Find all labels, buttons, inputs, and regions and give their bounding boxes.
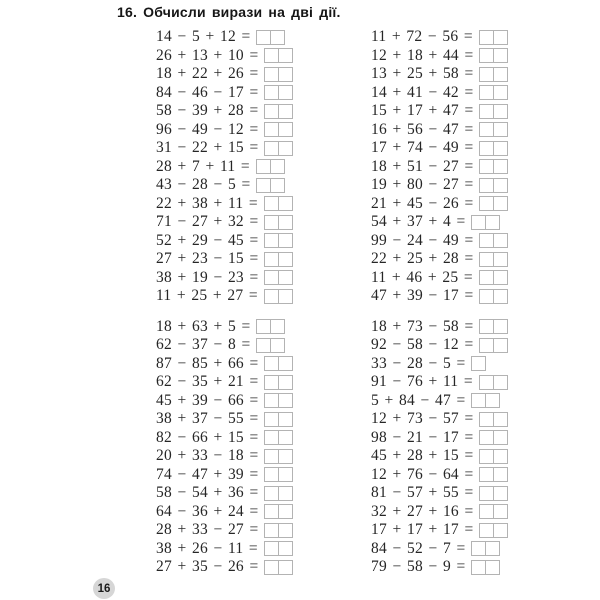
answer-boxes bbox=[471, 541, 500, 556]
expression-text: 11 + 46 + 25 = bbox=[371, 268, 473, 286]
answer-boxes bbox=[479, 48, 508, 63]
answer-box[interactable] bbox=[278, 375, 293, 390]
answer-boxes bbox=[264, 122, 293, 137]
answer-boxes bbox=[264, 430, 293, 445]
expression-row bbox=[371, 392, 508, 411]
expression-text: 18 + 51 − 27 = bbox=[371, 157, 474, 175]
answer-box[interactable] bbox=[479, 486, 494, 501]
answer-box[interactable] bbox=[493, 504, 508, 519]
expression-text: 84 − 46 − 17 = bbox=[156, 83, 259, 101]
answer-box[interactable] bbox=[479, 159, 494, 174]
expression-row bbox=[371, 287, 508, 306]
answer-box[interactable] bbox=[264, 467, 279, 482]
answer-box[interactable] bbox=[264, 196, 279, 211]
answer-boxes bbox=[479, 375, 508, 390]
answer-box[interactable] bbox=[264, 523, 279, 538]
answer-boxes bbox=[264, 504, 293, 519]
answer-box[interactable] bbox=[278, 467, 293, 482]
expression-text: 27 + 35 − 26 = bbox=[156, 558, 259, 576]
expression-row bbox=[156, 139, 293, 158]
expression-row bbox=[156, 287, 293, 306]
expression-text: 26 + 13 + 10 = bbox=[156, 46, 259, 64]
expression-row bbox=[371, 213, 508, 232]
expression-text: 92 − 58 − 12 = bbox=[371, 336, 474, 354]
answer-box[interactable] bbox=[479, 523, 494, 538]
answer-boxes bbox=[479, 252, 508, 267]
answer-box[interactable] bbox=[278, 393, 293, 408]
expression-text: 84 − 52 − 7 = bbox=[371, 539, 466, 557]
answer-box[interactable] bbox=[278, 141, 293, 156]
answer-boxes bbox=[264, 289, 293, 304]
answer-box[interactable] bbox=[264, 356, 279, 371]
answer-boxes bbox=[264, 196, 293, 211]
answer-box[interactable] bbox=[278, 252, 293, 267]
answer-box[interactable] bbox=[471, 215, 486, 230]
expression-block-right-2 bbox=[371, 318, 508, 577]
expression-row bbox=[156, 102, 293, 121]
expression-row bbox=[156, 250, 293, 269]
expression-text: 22 + 38 + 11 = bbox=[156, 194, 258, 212]
answer-boxes bbox=[471, 356, 486, 371]
expression-text: 38 + 26 − 11 = bbox=[156, 539, 258, 557]
expression-row bbox=[156, 65, 293, 84]
answer-box[interactable] bbox=[264, 486, 279, 501]
expression-text: 58 − 39 + 28 = bbox=[156, 102, 259, 120]
expression-text: 62 − 37 − 8 = bbox=[156, 336, 251, 354]
expression-row bbox=[371, 84, 508, 103]
answer-boxes bbox=[264, 252, 293, 267]
answer-box[interactable] bbox=[278, 67, 293, 82]
answer-box[interactable] bbox=[270, 319, 285, 334]
answer-boxes bbox=[479, 486, 508, 501]
answer-boxes bbox=[264, 467, 293, 482]
answer-box[interactable] bbox=[493, 178, 508, 193]
expression-text: 32 + 27 + 16 = bbox=[371, 502, 474, 520]
expression-block-right-1 bbox=[371, 28, 508, 306]
expression-text: 12 + 73 − 57 = bbox=[371, 410, 474, 428]
expression-row bbox=[156, 503, 293, 522]
expression-row bbox=[156, 176, 293, 195]
answer-box[interactable] bbox=[479, 233, 494, 248]
expression-row bbox=[371, 429, 508, 448]
answer-boxes bbox=[264, 393, 293, 408]
answer-box[interactable] bbox=[479, 375, 494, 390]
answer-box[interactable] bbox=[493, 319, 508, 334]
expression-row bbox=[371, 373, 508, 392]
answer-box[interactable] bbox=[256, 159, 271, 174]
answer-box[interactable] bbox=[493, 233, 508, 248]
answer-box[interactable] bbox=[278, 270, 293, 285]
answer-box[interactable] bbox=[278, 356, 293, 371]
answer-boxes bbox=[471, 393, 500, 408]
answer-box[interactable] bbox=[278, 122, 293, 137]
answer-boxes bbox=[264, 412, 293, 427]
answer-boxes bbox=[264, 67, 293, 82]
expression-text: 18 + 73 − 58 = bbox=[371, 317, 474, 335]
expression-text: 82 − 66 + 15 = bbox=[156, 428, 259, 446]
answer-boxes bbox=[479, 159, 508, 174]
expressions-column-left bbox=[156, 28, 293, 577]
expression-text: 14 + 41 − 42 = bbox=[371, 83, 474, 101]
answer-boxes bbox=[471, 215, 500, 230]
expression-row bbox=[371, 355, 508, 374]
expression-row bbox=[156, 121, 293, 140]
answer-boxes bbox=[264, 356, 293, 371]
expression-row bbox=[371, 121, 508, 140]
answer-boxes bbox=[256, 159, 285, 174]
expression-row bbox=[156, 484, 293, 503]
answer-boxes bbox=[479, 449, 508, 464]
answer-box[interactable] bbox=[278, 430, 293, 445]
answer-box[interactable] bbox=[264, 215, 279, 230]
answer-box[interactable] bbox=[264, 67, 279, 82]
expression-text: 64 − 36 + 24 = bbox=[156, 502, 259, 520]
expression-text: 98 − 21 − 17 = bbox=[371, 428, 474, 446]
answer-box[interactable] bbox=[264, 430, 279, 445]
expression-text: 12 + 76 − 64 = bbox=[371, 465, 474, 483]
answer-box[interactable] bbox=[493, 449, 508, 464]
answer-box[interactable] bbox=[471, 356, 486, 371]
expression-row bbox=[156, 336, 293, 355]
answer-boxes bbox=[264, 449, 293, 464]
answer-box[interactable] bbox=[479, 289, 494, 304]
answer-box[interactable] bbox=[264, 375, 279, 390]
answer-boxes bbox=[256, 30, 285, 45]
expression-row bbox=[371, 410, 508, 429]
answer-boxes bbox=[479, 122, 508, 137]
answer-box[interactable] bbox=[278, 104, 293, 119]
answer-box[interactable] bbox=[485, 541, 500, 556]
answer-box[interactable] bbox=[493, 141, 508, 156]
answer-boxes bbox=[479, 104, 508, 119]
expression-text: 45 + 28 + 15 = bbox=[371, 447, 474, 465]
answer-boxes bbox=[479, 430, 508, 445]
answer-boxes bbox=[479, 141, 508, 156]
page-number: 16 bbox=[97, 582, 111, 595]
expression-text: 15 + 17 + 47 = bbox=[371, 102, 474, 120]
expression-row bbox=[371, 318, 508, 337]
answer-box[interactable] bbox=[264, 504, 279, 519]
answer-box[interactable] bbox=[479, 122, 494, 137]
answer-box[interactable] bbox=[479, 319, 494, 334]
expression-text: 18 + 63 + 5 = bbox=[156, 317, 251, 335]
answer-box[interactable] bbox=[270, 178, 285, 193]
expression-row bbox=[156, 158, 293, 177]
answer-box[interactable] bbox=[264, 104, 279, 119]
answer-box[interactable] bbox=[479, 504, 494, 519]
answer-boxes bbox=[264, 215, 293, 230]
answer-box[interactable] bbox=[278, 215, 293, 230]
answer-boxes bbox=[479, 467, 508, 482]
expression-row bbox=[371, 176, 508, 195]
answer-box[interactable] bbox=[270, 338, 285, 353]
answer-boxes bbox=[264, 233, 293, 248]
answer-boxes bbox=[264, 104, 293, 119]
answer-box[interactable] bbox=[264, 270, 279, 285]
answer-box[interactable] bbox=[278, 523, 293, 538]
answer-boxes bbox=[479, 85, 508, 100]
answer-boxes bbox=[256, 338, 285, 353]
answer-box[interactable] bbox=[264, 393, 279, 408]
answer-box[interactable] bbox=[479, 252, 494, 267]
answer-box[interactable] bbox=[479, 196, 494, 211]
answer-box[interactable] bbox=[493, 338, 508, 353]
answer-box[interactable] bbox=[493, 252, 508, 267]
answer-box[interactable] bbox=[493, 486, 508, 501]
answer-boxes bbox=[264, 523, 293, 538]
expression-text: 74 − 47 + 39 = bbox=[156, 465, 259, 483]
expression-row bbox=[156, 466, 293, 485]
expression-row bbox=[156, 410, 293, 429]
answer-box[interactable] bbox=[270, 159, 285, 174]
answer-boxes bbox=[264, 541, 293, 556]
answer-box[interactable] bbox=[479, 30, 494, 45]
answer-box[interactable] bbox=[264, 541, 279, 556]
answer-box[interactable] bbox=[479, 104, 494, 119]
answer-boxes bbox=[479, 338, 508, 353]
expression-row bbox=[371, 540, 508, 559]
expression-row bbox=[371, 466, 508, 485]
answer-box[interactable] bbox=[493, 430, 508, 445]
expression-row bbox=[371, 521, 508, 540]
answer-box[interactable] bbox=[493, 412, 508, 427]
answer-box[interactable] bbox=[471, 560, 486, 575]
expression-row bbox=[371, 484, 508, 503]
answer-box[interactable] bbox=[479, 85, 494, 100]
answer-boxes bbox=[479, 270, 508, 285]
expression-text: 28 + 7 + 11 = bbox=[156, 157, 250, 175]
answer-box[interactable] bbox=[485, 560, 500, 575]
expression-row bbox=[156, 540, 293, 559]
expressions-column-right bbox=[371, 28, 508, 577]
expression-row bbox=[371, 65, 508, 84]
expression-text: 87 − 85 + 66 = bbox=[156, 354, 259, 372]
answer-box[interactable] bbox=[278, 449, 293, 464]
expression-text: 16 + 56 − 47 = bbox=[371, 120, 474, 138]
expression-text: 17 + 74 − 49 = bbox=[371, 139, 474, 157]
expression-text: 47 + 39 − 17 = bbox=[371, 287, 474, 305]
answer-box[interactable] bbox=[256, 319, 271, 334]
expression-text: 19 + 80 − 27 = bbox=[371, 176, 474, 194]
expression-row bbox=[371, 558, 508, 577]
answer-box[interactable] bbox=[479, 67, 494, 82]
expression-text: 33 − 28 − 5 = bbox=[371, 354, 466, 372]
answer-box[interactable] bbox=[471, 541, 486, 556]
expression-row bbox=[371, 47, 508, 66]
expression-row bbox=[156, 232, 293, 251]
expression-row bbox=[371, 139, 508, 158]
answer-box[interactable] bbox=[278, 560, 293, 575]
answer-box[interactable] bbox=[493, 67, 508, 82]
expression-row bbox=[156, 521, 293, 540]
expression-row bbox=[156, 318, 293, 337]
expression-block-left-1 bbox=[156, 28, 293, 306]
answer-box[interactable] bbox=[479, 412, 494, 427]
expression-text: 58 − 54 + 36 = bbox=[156, 484, 259, 502]
answer-box[interactable] bbox=[493, 159, 508, 174]
answer-box[interactable] bbox=[264, 412, 279, 427]
expression-row bbox=[371, 269, 508, 288]
answer-box[interactable] bbox=[471, 393, 486, 408]
answer-box[interactable] bbox=[264, 449, 279, 464]
expression-block-left-2 bbox=[156, 318, 293, 577]
answer-box[interactable] bbox=[479, 48, 494, 63]
answer-box[interactable] bbox=[479, 449, 494, 464]
answer-box[interactable] bbox=[278, 85, 293, 100]
answer-boxes bbox=[479, 412, 508, 427]
answer-boxes bbox=[256, 178, 285, 193]
answer-boxes bbox=[479, 504, 508, 519]
answer-boxes bbox=[479, 178, 508, 193]
answer-box[interactable] bbox=[493, 104, 508, 119]
answer-box[interactable] bbox=[493, 85, 508, 100]
expression-text: 79 − 58 − 9 = bbox=[371, 558, 466, 576]
answer-boxes bbox=[264, 48, 293, 63]
expression-row bbox=[156, 355, 293, 374]
answer-box[interactable] bbox=[278, 289, 293, 304]
expression-row bbox=[156, 47, 293, 66]
answer-box[interactable] bbox=[278, 541, 293, 556]
expression-row bbox=[156, 558, 293, 577]
answer-box[interactable] bbox=[278, 504, 293, 519]
expression-text: 31 − 22 + 15 = bbox=[156, 139, 259, 157]
answer-box[interactable] bbox=[264, 85, 279, 100]
answer-boxes bbox=[264, 85, 293, 100]
expression-text: 5 + 84 − 47 = bbox=[371, 391, 466, 409]
answer-box[interactable] bbox=[278, 486, 293, 501]
answer-box[interactable] bbox=[278, 196, 293, 211]
answer-box[interactable] bbox=[493, 289, 508, 304]
expression-text: 91 − 76 + 11 = bbox=[371, 373, 473, 391]
answer-box[interactable] bbox=[493, 523, 508, 538]
expression-row bbox=[371, 102, 508, 121]
expression-row bbox=[156, 84, 293, 103]
answer-box[interactable] bbox=[256, 178, 271, 193]
answer-boxes bbox=[479, 523, 508, 538]
expression-text: 38 + 19 − 23 = bbox=[156, 268, 259, 286]
answer-box[interactable] bbox=[479, 430, 494, 445]
expression-text: 17 + 17 + 17 = bbox=[371, 521, 474, 539]
expression-text: 14 − 5 + 12 = bbox=[156, 28, 251, 46]
expression-row bbox=[371, 336, 508, 355]
answer-boxes bbox=[256, 319, 285, 334]
expression-text: 13 + 25 + 58 = bbox=[371, 65, 474, 83]
expression-row bbox=[371, 503, 508, 522]
expression-row bbox=[371, 447, 508, 466]
expression-row bbox=[156, 213, 293, 232]
expression-row bbox=[156, 429, 293, 448]
answer-box[interactable] bbox=[493, 270, 508, 285]
expression-row bbox=[156, 392, 293, 411]
answer-boxes bbox=[479, 67, 508, 82]
expression-text: 43 − 28 − 5 = bbox=[156, 176, 251, 194]
answer-boxes bbox=[471, 560, 500, 575]
page-number-badge bbox=[93, 578, 115, 599]
answer-box[interactable] bbox=[278, 233, 293, 248]
expression-text: 27 + 23 − 15 = bbox=[156, 250, 259, 268]
answer-box[interactable] bbox=[493, 122, 508, 137]
answer-box[interactable] bbox=[479, 141, 494, 156]
answer-boxes bbox=[479, 319, 508, 334]
answer-box[interactable] bbox=[264, 233, 279, 248]
answer-boxes bbox=[264, 486, 293, 501]
expression-text: 28 + 33 − 27 = bbox=[156, 521, 259, 539]
answer-boxes bbox=[479, 289, 508, 304]
exercise-title: 16. Обчисли вирази на дві дії. bbox=[117, 4, 341, 20]
answer-box[interactable] bbox=[278, 48, 293, 63]
expression-text: 54 + 37 + 4 = bbox=[371, 213, 466, 231]
answer-boxes bbox=[264, 560, 293, 575]
answer-box[interactable] bbox=[278, 412, 293, 427]
answer-box[interactable] bbox=[493, 48, 508, 63]
answer-boxes bbox=[479, 196, 508, 211]
expression-text: 96 − 49 − 12 = bbox=[156, 120, 259, 138]
expression-text: 38 + 37 − 55 = bbox=[156, 410, 259, 428]
expression-text: 12 + 18 + 44 = bbox=[371, 46, 474, 64]
expression-text: 99 − 24 − 49 = bbox=[371, 231, 474, 249]
expression-text: 45 + 39 − 66 = bbox=[156, 391, 259, 409]
expression-text: 81 − 57 + 55 = bbox=[371, 484, 474, 502]
answer-box[interactable] bbox=[264, 560, 279, 575]
answer-box[interactable] bbox=[479, 178, 494, 193]
answer-boxes bbox=[264, 141, 293, 156]
answer-box[interactable] bbox=[270, 30, 285, 45]
expression-text: 11 + 72 − 56 = bbox=[371, 28, 473, 46]
answer-box[interactable] bbox=[256, 338, 271, 353]
answer-box[interactable] bbox=[485, 215, 500, 230]
expression-row bbox=[371, 28, 508, 47]
expression-text: 20 + 33 − 18 = bbox=[156, 447, 259, 465]
answer-boxes bbox=[479, 30, 508, 45]
answer-box[interactable] bbox=[264, 252, 279, 267]
answer-box[interactable] bbox=[479, 270, 494, 285]
expression-row bbox=[371, 195, 508, 214]
answer-box[interactable] bbox=[493, 196, 508, 211]
answer-box[interactable] bbox=[264, 122, 279, 137]
answer-boxes bbox=[264, 270, 293, 285]
answer-boxes bbox=[264, 375, 293, 390]
answer-box[interactable] bbox=[264, 289, 279, 304]
expression-row bbox=[371, 250, 508, 269]
expression-text: 62 − 35 + 21 = bbox=[156, 373, 259, 391]
expression-text: 21 + 45 − 26 = bbox=[371, 194, 474, 212]
expression-row bbox=[156, 373, 293, 392]
expression-row bbox=[156, 195, 293, 214]
answer-box[interactable] bbox=[256, 30, 271, 45]
answer-box[interactable] bbox=[485, 393, 500, 408]
answer-box[interactable] bbox=[264, 48, 279, 63]
expression-row bbox=[156, 269, 293, 288]
answer-box[interactable] bbox=[493, 467, 508, 482]
expression-text: 11 + 25 + 27 = bbox=[156, 287, 258, 305]
answer-boxes bbox=[479, 233, 508, 248]
expression-text: 22 + 25 + 28 = bbox=[371, 250, 474, 268]
expression-text: 52 + 29 − 45 = bbox=[156, 231, 259, 249]
expression-text: 18 + 22 + 26 = bbox=[156, 65, 259, 83]
expression-text: 71 − 27 + 32 = bbox=[156, 213, 259, 231]
answer-box[interactable] bbox=[479, 338, 494, 353]
answer-box[interactable] bbox=[493, 375, 508, 390]
expression-row bbox=[156, 447, 293, 466]
answer-box[interactable] bbox=[479, 467, 494, 482]
answer-box[interactable] bbox=[493, 30, 508, 45]
expression-row bbox=[156, 28, 293, 47]
answer-box[interactable] bbox=[264, 141, 279, 156]
expression-row bbox=[371, 232, 508, 251]
expression-row bbox=[371, 158, 508, 177]
